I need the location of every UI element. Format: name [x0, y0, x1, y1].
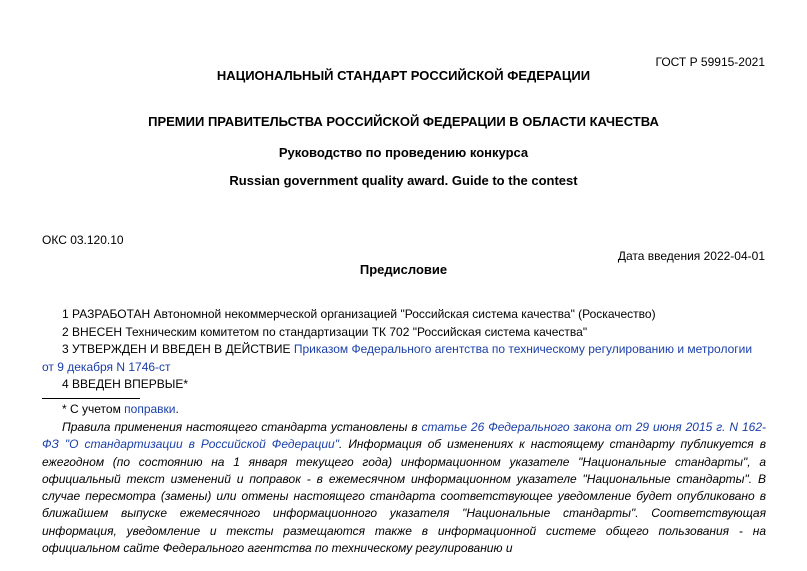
- preface-item-4: 4 ВВЕДЕН ВПЕРВЫЕ*: [62, 377, 189, 391]
- footnote-end: .: [175, 402, 179, 416]
- approval-order-link[interactable]: Приказом Федерального агентства по техническому регулированию и метрологии от 9 декабря N 1746-ст: [42, 342, 753, 374]
- preface-item-3-text: 3 УТВЕРЖДЕН И ВВЕДЕН В ДЕЙСТВИЕ: [62, 342, 294, 356]
- preface-items: [42, 306, 766, 394]
- subtitle-english: Russian government quality award. Guide to the contest: [229, 173, 578, 188]
- preface-heading: Предисловие: [359, 262, 448, 277]
- introduction-date: Дата введения 2022-04-01: [617, 249, 765, 263]
- preface-item-2: 2 ВНЕСЕН Техническим комитетом по стандартизации ТК 702 "Российская система качества": [62, 324, 588, 339]
- gost-number: ГОСТ Р 59915-2021: [655, 55, 765, 69]
- oks-code: ОКС 03.120.10: [42, 233, 124, 247]
- paragraph-rest: . Информация об изменениях к настоящему стандарту публикуется в ежегодном (по состоянию на 1 января текущего года) информационном указателе "Национальные стандарты", а официальный текст изменений и поправок - в ежемесячном информационном указателе "Национальные стандарты". В случае пересмотра (замены) или отмены настоящего стандарта соответствующее уведомление будет опубликовано в ближайшем выпуске ежемесячного информационного указателя "Национальные стандарты". Соответствующая информация, уведомление и тексты размещаются также в информационной системе общего пользования - на официальном сайте Федерального агентства по техническому регулированию и: [42, 437, 766, 556]
- preface-item-3: [42, 341, 766, 376]
- footnote-divider: [42, 398, 140, 399]
- footnote-text: * С учетом: [62, 402, 125, 416]
- subtitle-russian: Руководство по проведению конкурса: [278, 145, 529, 160]
- application-rules-paragraph: [42, 419, 766, 557]
- footnote: [42, 401, 766, 418]
- preface-item-1: 1 РАЗРАБОТАН Автономной некоммерческой организацией "Российская система качества" (Роскачество): [62, 307, 656, 321]
- paragraph-start: Правила применения настоящего стандарта установлены в: [62, 420, 422, 434]
- standard-type-heading: НАЦИОНАЛЬНЫЙ СТАНДАРТ РОССИЙСКОЙ ФЕДЕРАЦИИ: [216, 68, 591, 83]
- federal-law-link[interactable]: статье 26 Федерального закона от 29 июня 2015 г. N 162-ФЗ "О стандартизации в Российской Федерации": [42, 420, 766, 452]
- amendment-link[interactable]: поправки: [124, 402, 176, 416]
- document-title: ПРЕМИИ ПРАВИТЕЛЬСТВА РОССИЙСКОЙ ФЕДЕРАЦИИ В ОБЛАСТИ КАЧЕСТВА: [148, 114, 659, 129]
